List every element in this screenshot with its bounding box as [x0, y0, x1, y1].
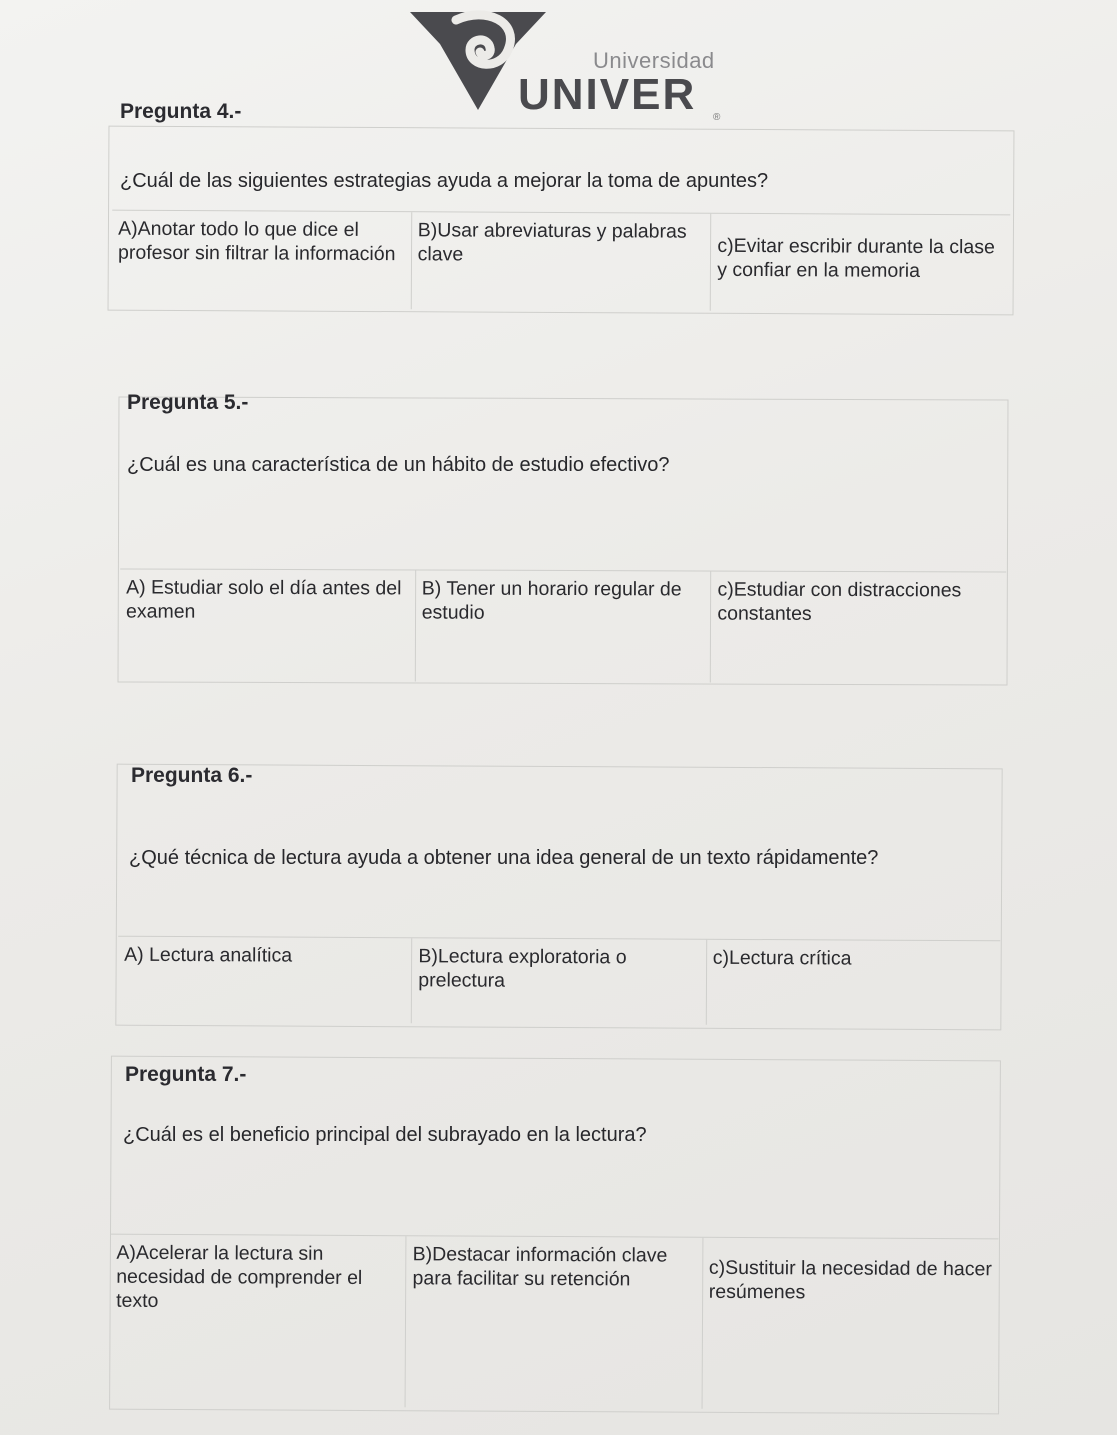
- question-text: ¿Cuál es el beneficio principal del subrayado en la lectura?: [123, 1124, 647, 1146]
- answer-options: [110, 1234, 999, 1411]
- option-c[interactable]: c)Evitar escribir durante la clase y confiar en la memoria: [717, 234, 995, 282]
- registered-mark: ®: [713, 112, 721, 123]
- university-logo: [408, 6, 738, 126]
- logo-subtitle: Universidad: [593, 48, 715, 73]
- option-a[interactable]: A)Acelerar la lectura sin necesidad de comprender el texto: [110, 1235, 407, 1408]
- question-title: Pregunta 5.-: [127, 391, 249, 414]
- option-a[interactable]: A) Estudiar solo el día antes del examen: [120, 569, 416, 681]
- option-c[interactable]: c)Lectura crítica: [712, 946, 852, 970]
- option-b[interactable]: B)Destacar información clave para facilitar su retención: [406, 1236, 703, 1409]
- logo-wordmark: UNIVER: [518, 70, 697, 119]
- answer-options: [112, 210, 1011, 313]
- question-title: Pregunta 7.-: [125, 1063, 247, 1086]
- option-a[interactable]: A) Lectura analítica: [118, 937, 413, 1024]
- question-text: ¿Cuál es una característica de un hábito de estudio efectivo?: [127, 454, 670, 476]
- option-a[interactable]: A)Anotar todo lo que dice el profesor sin filtrar la información: [112, 211, 412, 310]
- question-title: Pregunta 6.-: [131, 764, 253, 787]
- question-text: ¿Cuál de las siguientes estrategias ayuda a mejorar la toma de apuntes?: [120, 170, 769, 192]
- option-c[interactable]: c)Estudiar con distracciones constantes: [717, 578, 962, 625]
- option-b[interactable]: B) Tener un horario regular de estudio: [415, 570, 711, 682]
- option-b[interactable]: B)Lectura exploratoria o prelectura: [412, 938, 707, 1025]
- option-c[interactable]: c)Sustituir la necesidad de hacer resúmenes: [708, 1256, 992, 1304]
- answer-options: [118, 936, 1000, 1027]
- option-b[interactable]: B)Usar abreviaturas y palabras clave: [411, 212, 711, 311]
- question-text: ¿Qué técnica de lectura ayuda a obtener una idea general de un texto rápidamente?: [129, 847, 879, 869]
- answer-options: [120, 568, 1006, 683]
- question-title: Pregunta 4.-: [120, 100, 242, 123]
